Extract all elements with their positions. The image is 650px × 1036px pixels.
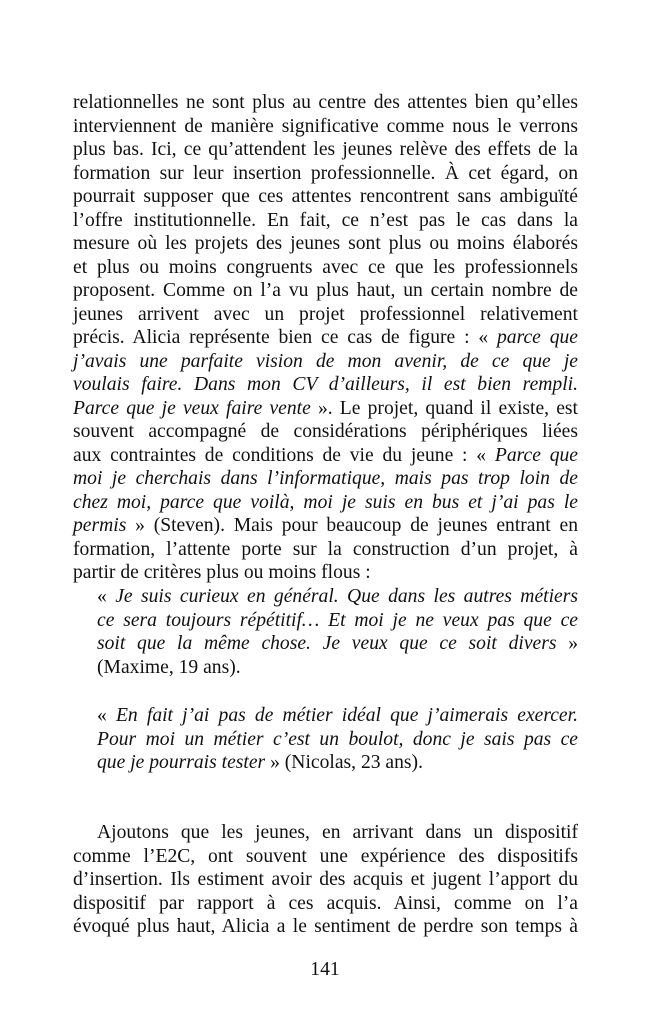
text-segment: proposent. Comme on l’a vu plus haut, un certain nombre de — [73, 280, 578, 301]
block-quote-nicolas — [97, 704, 578, 775]
text-line — [73, 373, 578, 397]
italic-quote-text: Pour moi un métier c’est un boulot, donc je sais pas ce — [97, 728, 578, 750]
text-line — [73, 868, 578, 892]
text-line — [73, 326, 578, 350]
text-line — [73, 467, 578, 491]
text-line — [73, 915, 578, 939]
text-segment: » — [556, 633, 578, 654]
italic-quote-text: En fait j’ai pas de métier idéal que j’aimerais exercer. — [115, 705, 578, 726]
italic-quote-text: moi je cherchais dans l’informatique, mais pas trop loin de — [73, 468, 578, 489]
italic-quote-text: permis — [73, 515, 127, 536]
text-line — [97, 656, 578, 680]
text-segment: évoqué plus haut, Alicia a le sentiment de perdre son temps à — [73, 916, 578, 937]
text-segment: et plus ou moins congruents avec ce que les professionnels — [73, 256, 578, 278]
page-number: 141 — [310, 959, 340, 980]
text-segment: pourrait supposer que ces attentes rencontrent sans ambiguïté — [73, 186, 578, 207]
text-segment: l’offre institutionnelle. En fait, ce n’est pas le cas dans la — [73, 209, 578, 231]
text-segment: Ajoutons que les jeunes, en arrivant dans un dispositif — [97, 822, 578, 843]
text-line — [73, 845, 578, 869]
text-line — [97, 585, 578, 609]
text-line — [97, 704, 578, 728]
text-segment: « — [97, 586, 116, 607]
text-segment: comme l’E2C, ont souvent une expérience des dispositifs — [73, 845, 578, 867]
block-quote-maxime — [97, 585, 578, 679]
text-line — [73, 138, 578, 162]
body-paragraph — [73, 821, 578, 939]
italic-quote-text: parce que — [496, 327, 578, 348]
text-segment: (Maxime, 19 ans). — [97, 656, 241, 678]
text-segment: souvent accompagné de considérations périphériques liées — [73, 421, 578, 442]
text-line — [73, 162, 578, 186]
text-segment: relationnelles ne sont plus au centre des attentes bien qu’elles — [73, 92, 578, 113]
text-line — [73, 115, 578, 139]
text-line — [73, 185, 578, 209]
text-line — [73, 821, 578, 845]
text-segment: dispositif par rapport à ces acquis. Ainsi, comme on l’a — [73, 892, 578, 914]
text-segment: » (Nicolas, 23 ans). — [265, 752, 423, 773]
text-line — [73, 444, 578, 468]
text-line — [73, 303, 578, 327]
text-line — [73, 420, 578, 444]
text-line — [97, 751, 578, 775]
text-line — [97, 609, 578, 633]
text-segment: partir de critères plus ou moins flous : — [73, 562, 371, 583]
text-segment: aux contraintes de conditions de vie du jeune : « — [73, 444, 495, 466]
text-line — [73, 397, 578, 421]
text-line — [73, 256, 578, 280]
body-paragraph — [73, 91, 578, 585]
text-segment: interviennent de manière significative comme nous le verrons — [73, 115, 578, 137]
italic-quote-text: chez moi, parce que voilà, moi je suis en bus et j’ai pas le — [73, 491, 578, 513]
text-segment: jeunes arrivent avec un projet professionnel relativement — [73, 303, 578, 325]
text-line — [73, 91, 578, 115]
italic-quote-text: Je suis curieux en général. Que dans les autres métiers — [115, 586, 578, 607]
text-line — [73, 892, 578, 916]
text-line — [97, 728, 578, 752]
text-line — [73, 538, 578, 562]
text-segment: ». Le projet, quand il existe, est — [310, 397, 578, 419]
text-segment: « — [97, 705, 116, 726]
text-line — [73, 350, 578, 374]
text-segment: formation sur leur insertion professionnelle. À cet égard, on — [73, 162, 578, 184]
italic-quote-text: Parce que — [494, 444, 578, 466]
italic-quote-text: Parce que je veux faire vente — [73, 397, 311, 419]
text-line — [73, 232, 578, 256]
text-line — [97, 632, 578, 656]
text-segment: » (Steven). Mais pour beaucoup de jeunes entrant en — [126, 515, 578, 536]
text-line — [73, 561, 578, 585]
text-segment: formation, l’attente porte sur la construction d’un projet, à — [73, 538, 578, 560]
italic-quote-text: voulais faire. Dans mon CV d’ailleurs, il est bien rempli. — [73, 374, 578, 395]
italic-quote-text: ce sera toujours répétitif… Et moi je ne veux pas que ce — [97, 609, 578, 631]
italic-quote-text: que je pourrais tester — [97, 752, 266, 773]
text-line — [73, 209, 578, 233]
text-line — [73, 491, 578, 515]
text-segment: plus bas. Ici, ce qu’attendent les jeunes relève des effets de la — [73, 139, 578, 160]
text-segment: mesure où les projets des jeunes sont plus ou moins élaborés — [73, 233, 578, 254]
italic-quote-text: soit que la même chose. Je veux que ce soit divers — [97, 633, 557, 654]
text-segment: précis. Alicia représente bien ce cas de figure : « — [73, 327, 497, 348]
text-segment: d’insertion. Ils estiment avoir des acquis et jugent l’apport du — [73, 869, 578, 890]
italic-quote-text: j’avais une parfaite vision de mon avenir, de ce que je — [73, 350, 578, 372]
text-line — [73, 279, 578, 303]
text-line — [73, 514, 578, 538]
